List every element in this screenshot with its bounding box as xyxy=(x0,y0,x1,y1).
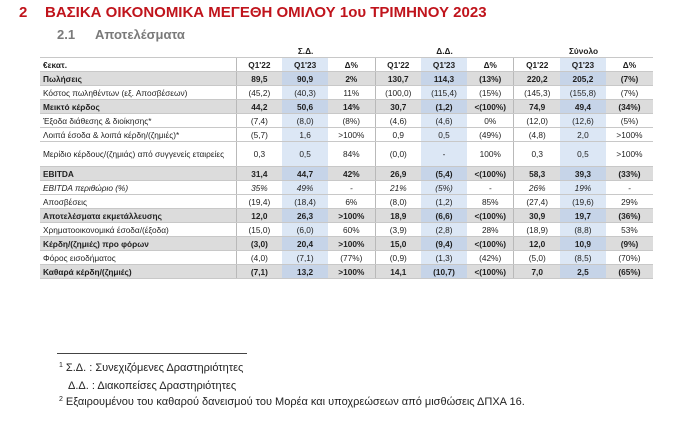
value-cell: 44,7 xyxy=(282,167,328,181)
value-cell: (19,4) xyxy=(236,195,282,209)
column-header: Q1'23 xyxy=(282,58,328,72)
column-header: Δ% xyxy=(606,58,653,72)
section-heading xyxy=(19,4,487,21)
value-cell: 114,3 xyxy=(421,72,467,86)
change-cell: 42% xyxy=(328,167,375,181)
value-cell: (4,6) xyxy=(375,114,421,128)
value-cell: 26,9 xyxy=(375,167,421,181)
table-row xyxy=(40,142,653,167)
change-cell: 29% xyxy=(606,195,653,209)
table-row xyxy=(40,195,653,209)
change-cell: (77%) xyxy=(328,251,375,265)
value-cell: 44,2 xyxy=(236,100,282,114)
row-label: Μεικτό κέρδος xyxy=(40,100,236,114)
value-cell: 130,7 xyxy=(375,72,421,86)
value-cell: (1,2) xyxy=(421,100,467,114)
value-cell: 0,9 xyxy=(375,128,421,142)
results-table xyxy=(40,44,653,279)
table-row xyxy=(40,265,653,279)
value-cell: (0,9) xyxy=(375,251,421,265)
table-row xyxy=(40,209,653,223)
change-cell: >100% xyxy=(328,265,375,279)
change-cell: 11% xyxy=(328,86,375,100)
column-header: Δ% xyxy=(328,58,375,72)
change-cell: (7%) xyxy=(606,72,653,86)
footnote-2-mark: 2 xyxy=(59,396,63,403)
value-cell: 14,1 xyxy=(375,265,421,279)
change-cell: 53% xyxy=(606,223,653,237)
value-cell: (4,8) xyxy=(514,128,560,142)
value-cell: (145,3) xyxy=(514,86,560,100)
change-cell: (65%) xyxy=(606,265,653,279)
table-row xyxy=(40,114,653,128)
value-cell: (1,3) xyxy=(421,251,467,265)
value-cell: 31,4 xyxy=(236,167,282,181)
value-cell: (5,7) xyxy=(236,128,282,142)
value-cell: (19,6) xyxy=(560,195,606,209)
footnote-2-text: Εξαιρουμένου του καθαρού δανεισμού του Μορέα και υποχρεώσεων από μισθώσεις ΔΠΧΑ 16. xyxy=(65,396,525,408)
value-cell: (18,9) xyxy=(514,223,560,237)
subsection-number: 2.1 xyxy=(57,27,76,42)
value-cell: (40,3) xyxy=(282,86,328,100)
row-label: Καθαρά κέρδη/(ζημιές) xyxy=(40,265,236,279)
change-cell: 0% xyxy=(467,114,514,128)
value-cell: 26,3 xyxy=(282,209,328,223)
value-cell: 15,0 xyxy=(375,237,421,251)
value-cell: 19,7 xyxy=(560,209,606,223)
group-header-continuing: Σ.Δ. xyxy=(236,44,375,58)
value-cell: 10,9 xyxy=(560,237,606,251)
change-cell: (70%) xyxy=(606,251,653,265)
change-cell: (5%) xyxy=(606,114,653,128)
table-row xyxy=(40,167,653,181)
value-cell: 74,9 xyxy=(514,100,560,114)
value-cell: 21% xyxy=(375,181,421,195)
value-cell: 12,0 xyxy=(514,237,560,251)
change-cell: 84% xyxy=(328,142,375,167)
value-cell: 50,6 xyxy=(282,100,328,114)
change-cell: 100% xyxy=(467,142,514,167)
value-cell: 2,5 xyxy=(560,265,606,279)
change-cell: (8%) xyxy=(328,114,375,128)
value-cell: (6,0) xyxy=(282,223,328,237)
group-header-spacer xyxy=(40,44,236,58)
value-cell: (5,4) xyxy=(421,167,467,181)
table-row xyxy=(40,223,653,237)
change-cell: (49%) xyxy=(467,128,514,142)
table-row xyxy=(40,237,653,251)
change-cell: - xyxy=(328,181,375,195)
change-cell: 85% xyxy=(467,195,514,209)
value-cell: 26% xyxy=(514,181,560,195)
value-cell: (3,9) xyxy=(375,223,421,237)
section-title: ΒΑΣΙΚΑ ΟΙΚΟΝΟΜΙΚΑ ΜΕΓΕΘΗ ΟΜΙΛΟΥ 1ου ΤΡΙΜΗΝΟΥ 2023 xyxy=(45,4,487,21)
value-cell: 2,0 xyxy=(560,128,606,142)
row-label: Χρηματοοικονομικά έσοδα/(έξοδα) xyxy=(40,223,236,237)
change-cell: (34%) xyxy=(606,100,653,114)
value-cell: 90,9 xyxy=(282,72,328,86)
change-cell: 6% xyxy=(328,195,375,209)
column-header: Q1'23 xyxy=(421,58,467,72)
row-label: Μερίδιο κέρδους/(ζημιάς) από συγγενείς εταιρείες xyxy=(40,142,236,167)
value-cell: 30,7 xyxy=(375,100,421,114)
value-cell: 0,5 xyxy=(560,142,606,167)
change-cell: (36%) xyxy=(606,209,653,223)
value-cell: 220,2 xyxy=(514,72,560,86)
row-label: Έξοδα διάθεσης & διοίκησης* xyxy=(40,114,236,128)
table-row xyxy=(40,100,653,114)
footnote-1-mark: 1 xyxy=(59,362,63,369)
value-cell: (8,5) xyxy=(560,251,606,265)
value-cell: 19% xyxy=(560,181,606,195)
change-cell: - xyxy=(606,181,653,195)
row-label: Αποσβέσεις xyxy=(40,195,236,209)
value-cell: (27,4) xyxy=(514,195,560,209)
value-cell: (9,4) xyxy=(421,237,467,251)
section-number: 2 xyxy=(19,4,28,21)
value-cell: (7,1) xyxy=(236,265,282,279)
value-cell: (5%) xyxy=(421,181,467,195)
unit-label: €εκατ. xyxy=(40,58,236,72)
footnote-1-text: Σ.Δ. : Συνεχιζόμενες Δραστηριότητες xyxy=(65,362,244,374)
value-cell: (7,1) xyxy=(282,251,328,265)
value-cell: (15,0) xyxy=(236,223,282,237)
footnote-1-continued: Δ.Δ. : Διακοπείσες Δραστηριότητες xyxy=(68,380,237,392)
value-cell: (1,2) xyxy=(421,195,467,209)
change-cell: 28% xyxy=(467,223,514,237)
value-cell: 49,4 xyxy=(560,100,606,114)
change-cell: (13%) xyxy=(467,72,514,86)
value-cell: (155,8) xyxy=(560,86,606,100)
value-cell: (0,0) xyxy=(375,142,421,167)
value-cell: (8,8) xyxy=(560,223,606,237)
value-cell: 205,2 xyxy=(560,72,606,86)
row-label: EBITDA xyxy=(40,167,236,181)
table-row xyxy=(40,181,653,195)
value-cell: (7,4) xyxy=(236,114,282,128)
value-cell: 18,9 xyxy=(375,209,421,223)
row-label: EBITDA περιθώριο (%) xyxy=(40,181,236,195)
value-cell: 0,3 xyxy=(236,142,282,167)
change-cell: <(100%) xyxy=(467,100,514,114)
column-header: Q1'22 xyxy=(375,58,421,72)
change-cell: - xyxy=(467,181,514,195)
value-cell: (8,0) xyxy=(375,195,421,209)
column-header: Δ% xyxy=(467,58,514,72)
change-cell: (7%) xyxy=(606,86,653,100)
table-row xyxy=(40,72,653,86)
column-header: Q1'22 xyxy=(514,58,560,72)
change-cell: 60% xyxy=(328,223,375,237)
table-row xyxy=(40,86,653,100)
value-cell: 0,5 xyxy=(282,142,328,167)
value-cell: (4,0) xyxy=(236,251,282,265)
footnote-2 xyxy=(59,396,525,408)
change-cell: >100% xyxy=(328,209,375,223)
column-header: Q1'22 xyxy=(236,58,282,72)
change-cell: >100% xyxy=(328,237,375,251)
value-cell: (3,0) xyxy=(236,237,282,251)
row-label: Φόρος εισοδήματος xyxy=(40,251,236,265)
change-cell: 14% xyxy=(328,100,375,114)
value-cell: (4,6) xyxy=(421,114,467,128)
value-cell: 1,6 xyxy=(282,128,328,142)
row-label: Πωλήσεις xyxy=(40,72,236,86)
row-label: Κόστος πωληθέντων (εξ. Αποσβέσεων) xyxy=(40,86,236,100)
table-row xyxy=(40,251,653,265)
value-cell: 30,9 xyxy=(514,209,560,223)
change-cell: <(100%) xyxy=(467,209,514,223)
value-cell: 20,4 xyxy=(282,237,328,251)
value-cell: 13,2 xyxy=(282,265,328,279)
value-cell: (2,8) xyxy=(421,223,467,237)
value-cell: (18,4) xyxy=(282,195,328,209)
group-header-discontinued: Δ.Δ. xyxy=(375,44,514,58)
value-cell: 7,0 xyxy=(514,265,560,279)
value-cell: (100,0) xyxy=(375,86,421,100)
change-cell: (15%) xyxy=(467,86,514,100)
value-cell: 39,3 xyxy=(560,167,606,181)
change-cell: (33%) xyxy=(606,167,653,181)
column-header: Q1'23 xyxy=(560,58,606,72)
value-cell: (12,0) xyxy=(514,114,560,128)
value-cell: 0,5 xyxy=(421,128,467,142)
table-row xyxy=(40,128,653,142)
change-cell: >100% xyxy=(606,128,653,142)
row-label: Λοιπά έσοδα & λοιπά κέρδη/(ζημιές)* xyxy=(40,128,236,142)
change-cell: 2% xyxy=(328,72,375,86)
change-cell: <(100%) xyxy=(467,167,514,181)
value-cell: (115,4) xyxy=(421,86,467,100)
change-cell: <(100%) xyxy=(467,265,514,279)
group-header-total: Σύνολο xyxy=(514,44,653,58)
value-cell: (6,6) xyxy=(421,209,467,223)
change-cell: <(100%) xyxy=(467,237,514,251)
column-header-row xyxy=(40,58,653,72)
table-body xyxy=(40,72,653,279)
value-cell: 89,5 xyxy=(236,72,282,86)
value-cell: 58,3 xyxy=(514,167,560,181)
value-cell: - xyxy=(421,142,467,167)
change-cell: (9%) xyxy=(606,237,653,251)
row-label: Κέρδη/(ζημιές) προ φόρων xyxy=(40,237,236,251)
value-cell: 12,0 xyxy=(236,209,282,223)
change-cell: >100% xyxy=(328,128,375,142)
value-cell: (8,0) xyxy=(282,114,328,128)
footnote-1 xyxy=(59,362,243,374)
value-cell: 0,3 xyxy=(514,142,560,167)
footnote-divider xyxy=(57,353,247,354)
subsection-heading xyxy=(57,27,185,42)
change-cell: (42%) xyxy=(467,251,514,265)
row-label: Αποτελέσματα εκμετάλλευσης xyxy=(40,209,236,223)
value-cell: (45,2) xyxy=(236,86,282,100)
value-cell: 35% xyxy=(236,181,282,195)
value-cell: 49% xyxy=(282,181,328,195)
subsection-title: Αποτελέσματα xyxy=(95,27,185,42)
value-cell: (12,6) xyxy=(560,114,606,128)
value-cell: (10,7) xyxy=(421,265,467,279)
group-header-row xyxy=(40,44,653,58)
change-cell: >100% xyxy=(606,142,653,167)
value-cell: (5,0) xyxy=(514,251,560,265)
